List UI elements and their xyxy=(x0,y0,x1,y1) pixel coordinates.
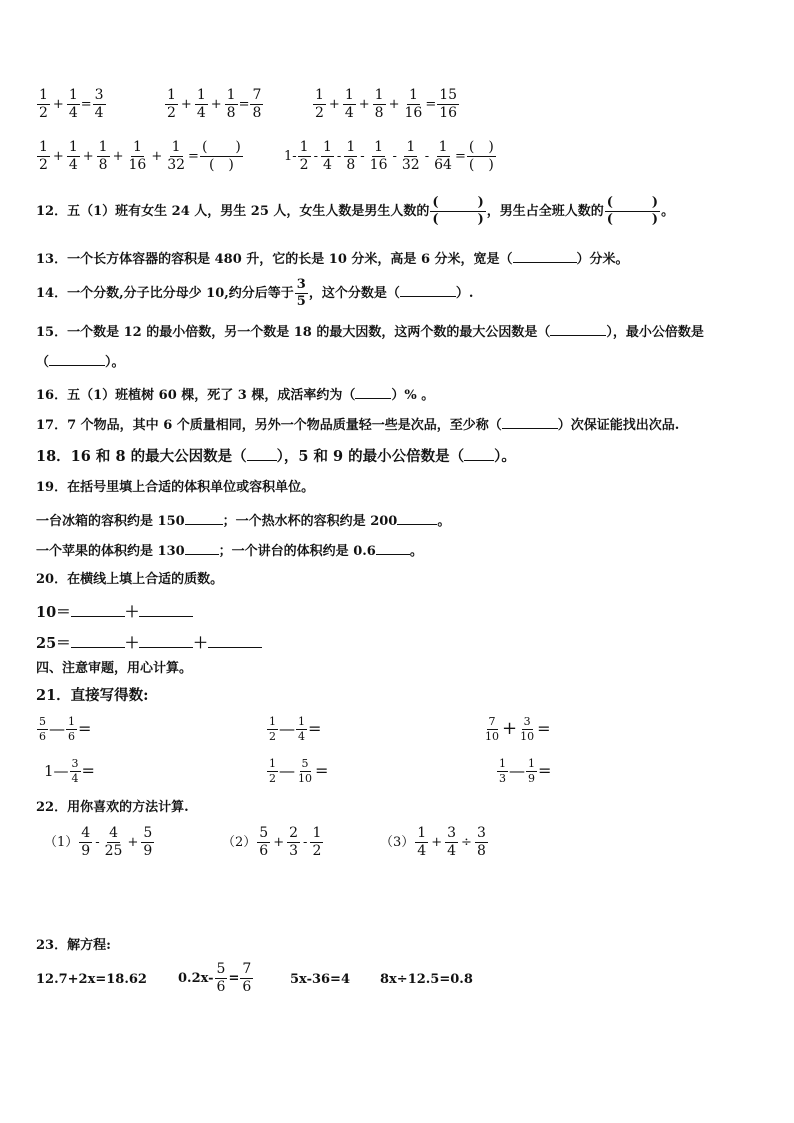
fraction-row-1 xyxy=(36,88,107,121)
question-15-line-2: （ ）。 xyxy=(36,355,125,370)
answer-blank[interactable] xyxy=(71,635,125,648)
question-17: 17．7 个物品，其中 6 个质量相同，另外一个物品质量轻一些是次品，至少称（ ）次保证能找出次品. xyxy=(36,418,680,433)
expr-4: $\frac{1}{2}$ + $\frac{1}{4}$ + $\frac{1}{8}$ + $\frac{1}{16}$ + $\frac{1}{32}$ = $\frac{( )}{( )}$ xyxy=(39,139,241,173)
q21-item-4: 1— $\frac{3}{4}$ = xyxy=(44,757,95,785)
answer-blank[interactable] xyxy=(185,542,219,555)
answer-blank[interactable] xyxy=(400,284,456,297)
q22-part-2: （2） $\frac{5}{6}$ + $\frac{2}{3}$ - $\frac{1}{2}$ xyxy=(222,825,322,859)
question-19-line-2: 一个苹果的体积约是 130 ；一个讲台的体积约是 0.6 。 xyxy=(36,544,423,559)
q22-part-1: （1） $\frac{4}{9}$ - $\frac{4}{25}$ + $\frac{5}{9}$ xyxy=(44,825,153,859)
question-22-title: 22．用你喜欢的方法计算. xyxy=(36,800,189,815)
q23-equation-2: 0.2x- $\frac{5}{6}$ = $\frac{7}{6}$ xyxy=(178,961,252,995)
answer-blank[interactable] xyxy=(139,635,193,648)
q21-item-2: $\frac{1}{2}$ — $\frac{1}{4}$ = xyxy=(269,715,322,743)
question-20-line-2: 25＝ ＋ ＋ xyxy=(36,635,262,652)
question-18: 18．16 和 8 的最大公因数是（ ），5 和 9 的最小公倍数是（ ）。 xyxy=(36,448,516,465)
answer-blank[interactable] xyxy=(355,386,391,399)
q23-equation-1: 12.7+2x=18.62 xyxy=(36,972,147,987)
question-16: 16．五（1）班植树 60 棵，死了 3 棵，成活率约为（ ）% 。 xyxy=(36,388,435,403)
answer-blank[interactable] xyxy=(139,604,193,617)
q22-part-3: （3） $\frac{1}{4}$ + $\frac{3}{4}$ ÷ $\frac{3}{8}$ xyxy=(380,825,486,859)
expr-2: $\frac{1}{2}$ + $\frac{1}{4}$ + $\frac{1}{8}$ = $\frac{7}{8}$ xyxy=(167,87,262,121)
answer-blank[interactable] xyxy=(397,512,437,525)
answer-blank[interactable] xyxy=(550,323,606,336)
question-20-line-1: 10＝ ＋ xyxy=(36,604,193,621)
expr-5: 1- $\frac{1}{2}$ - $\frac{1}{4}$ - $\frac{1}{8}$ - $\frac{1}{16}$ - $\frac{1}{32}$ - $\frac{1}{64}$ = $\frac{( )}{( )}$ xyxy=(284,139,494,173)
q23-equation-4: 8x÷12.5=0.8 xyxy=(380,972,473,987)
answer-blank[interactable] xyxy=(247,448,277,461)
answer-blank[interactable] xyxy=(49,353,105,366)
q21-item-1: $\frac{5}{6}$ — $\frac{1}{6}$ = xyxy=(39,715,92,743)
expr-3: $\frac{1}{2}$ + $\frac{1}{4}$ + $\frac{1}{8}$ + $\frac{1}{16}$ = $\frac{15}{16}$ xyxy=(315,87,458,121)
q23-equation-3: 5x-36=4 xyxy=(290,972,350,987)
question-19-line-1: 一台冰箱的容积约是 150 ；一个热水杯的容积约是 200 。 xyxy=(36,514,451,529)
question-23-title: 23．解方程: xyxy=(36,938,111,953)
question-20-title: 20．在横线上填上合适的质数。 xyxy=(36,572,224,587)
answer-blank[interactable] xyxy=(376,542,410,555)
question-14: 14．一个分数,分子比分母少 10,约分后等于 $\frac{3}{5}$ ，这个分数是（ ）. xyxy=(36,277,474,309)
question-21-title: 21．直接写得数: xyxy=(36,687,149,704)
q21-item-3: $\frac{7}{10}$ + $\frac{3}{10}$ = xyxy=(485,715,551,743)
answer-blank[interactable] xyxy=(185,512,223,525)
answer-blank[interactable] xyxy=(513,250,577,263)
answer-blank[interactable] xyxy=(464,448,494,461)
question-13: 13．一个长方体容器的容积是 480 升，它的长是 10 分米，高是 6 分米，宽是（ ）分米。 xyxy=(36,252,629,267)
section-4-heading: 四、注意审题，用心计算。 xyxy=(36,661,193,676)
question-15-line-1: 15．一个数是 12 的最小倍数，另一个数是 18 的最大因数，这两个数的最大公因数是（ ），最小公倍数是 xyxy=(36,325,704,340)
q21-item-6: $\frac{1}{3}$ — $\frac{1}{9}$ = xyxy=(499,757,552,785)
question-12: 12．五（1）班有女生 24 人，男生 25 人，女生人数是男生人数的 $\frac{( )}{( )}$ ，男生占全班人数的 $\frac{( )}{( )}$ 。 xyxy=(36,195,675,227)
answer-blank[interactable] xyxy=(208,635,262,648)
question-19-title: 19．在括号里填上合适的体积单位或容积单位。 xyxy=(36,480,315,495)
q21-item-5: $\frac{1}{2}$ — $\frac{5}{10}$ = xyxy=(269,757,329,785)
answer-blank[interactable] xyxy=(502,416,558,429)
answer-blank[interactable] xyxy=(71,604,125,617)
expr-1: $\frac{1}{2}$ + $\frac{1}{4}$ = $\frac{3}{4}$ xyxy=(39,87,104,121)
